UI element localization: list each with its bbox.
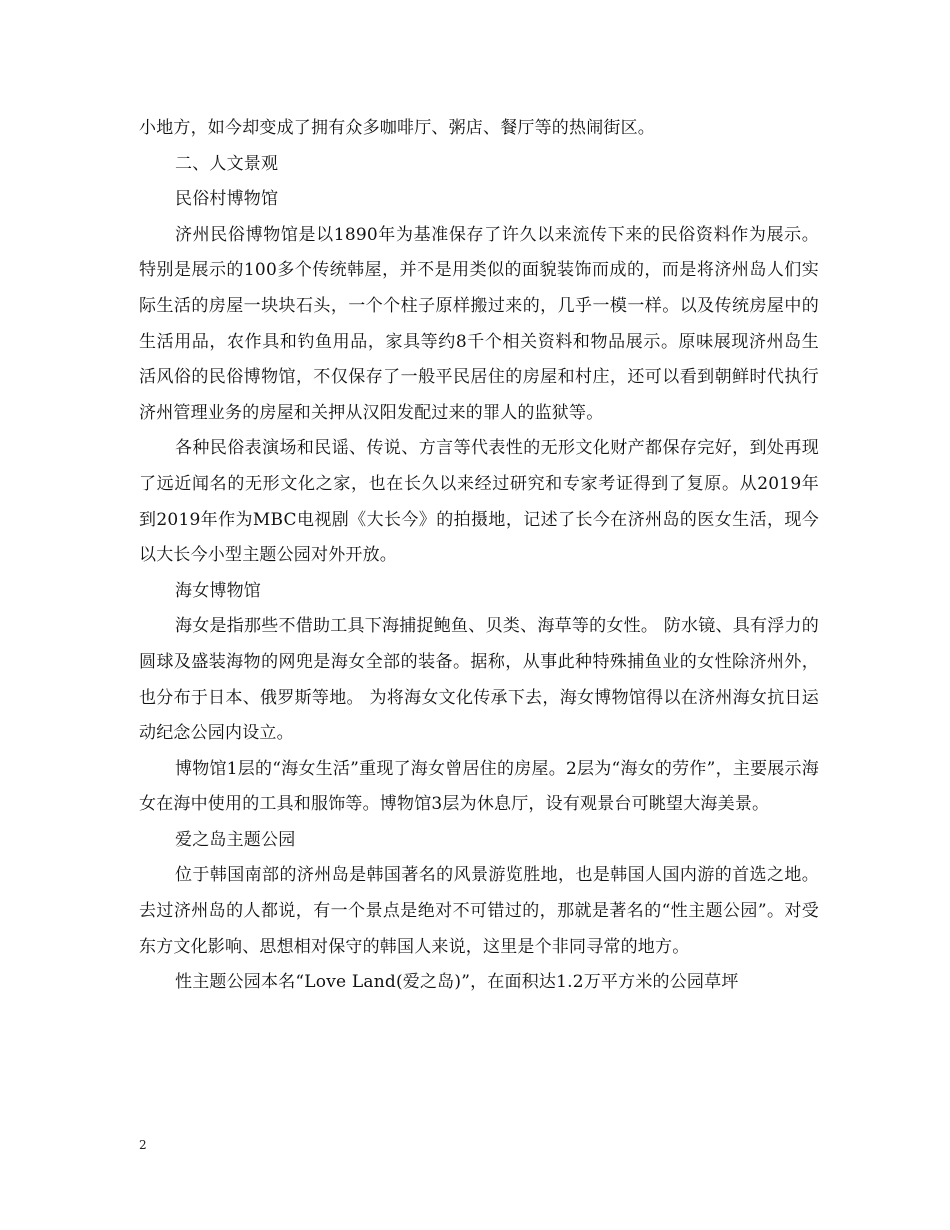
subheading-haenyeo-museum: 海女博物馆 bbox=[175, 580, 261, 601]
subheading-folk-village-museum: 民俗村博物馆 bbox=[175, 189, 279, 210]
paragraph-love-land-intro: 位于韩国南部的济州岛是韩国著名的风景游览胜地，也是韩国人国内游的首选之地。去过济州岛的人都说，有一个景点是绝对不可错过的，那就是著名的“性主题公园”。对受东方文化影响、思想相对保守的韩国人来说，这里是个非同寻常的地方。 bbox=[139, 865, 819, 957]
paragraph-haenyeo-floors: 博物馆1层的“海女生活”重现了海女曾居住的房屋。2层为“海女的劳作”，主要展示海女在海中使用的工具和服饰等。博物馆3层为休息厅，设有观景台可眺望大海美景。 bbox=[139, 758, 819, 815]
paragraph-love-land-name: 性主题公园本名“Love Land(爱之岛)”，在面积达1.2万平方米的公园草坪 bbox=[175, 972, 739, 993]
subheading-love-land: 爱之岛主题公园 bbox=[175, 829, 296, 850]
paragraph-folk-museum-intro: 济州民俗博物馆是以1890年为基准保存了许久以来流传下来的民俗资料作为展示。特别是展示的100多个传统韩屋，并不是用类似的面貌装饰而成的，而是将济州岛人们实际生活的房屋一块块石头，一个个柱子原样搬过来的，几乎一模一样。以及传统房屋中的生活用品，农作具和钓鱼用品，家具等约8千个相关资料和物品展示。原味展现济州岛生活风俗的民俗博物馆，不仅保存了一般平民居住的房屋和村庄，还可以看到朝鲜时代执行济州管理业务的房屋和关押从汉阳发配过来的罪人的监狱等。 bbox=[139, 224, 819, 423]
page-number: 2 bbox=[139, 1138, 147, 1152]
section-heading-cultural-landscape: 二、人文景观 bbox=[175, 153, 279, 174]
page-body bbox=[139, 111, 819, 1001]
paragraph-continuation: 小地方，如今却变成了拥有众多咖啡厅、粥店、餐厅等的热闹街区。 bbox=[139, 118, 655, 138]
paragraph-haenyeo-intro: 海女是指那些不借助工具下海捕捉鲍鱼、贝类、海草等的女性。 防水镜、具有浮力的圆球及盛装海物的网兜是海女全部的装备。据称，从事此种特殊捕鱼业的女性除济州外，也分布于日本、俄罗斯等地。 为将海女文化传承下去，海女博物馆得以在济州海女抗日运动纪念公园内设立。 bbox=[139, 616, 819, 744]
paragraph-folk-performances: 各种民俗表演场和民谣、传说、方言等代表性的无形文化财产都保存完好，到处再现了远近闻名的无形文化之家，也在长久以来经过研究和专家考证得到了复原。从2019年到2019年作为MBC电视剧《大长今》的拍摄地，记述了长今在济州岛的医女生活，现今以大长今小型主题公园对外开放。 bbox=[139, 438, 819, 566]
